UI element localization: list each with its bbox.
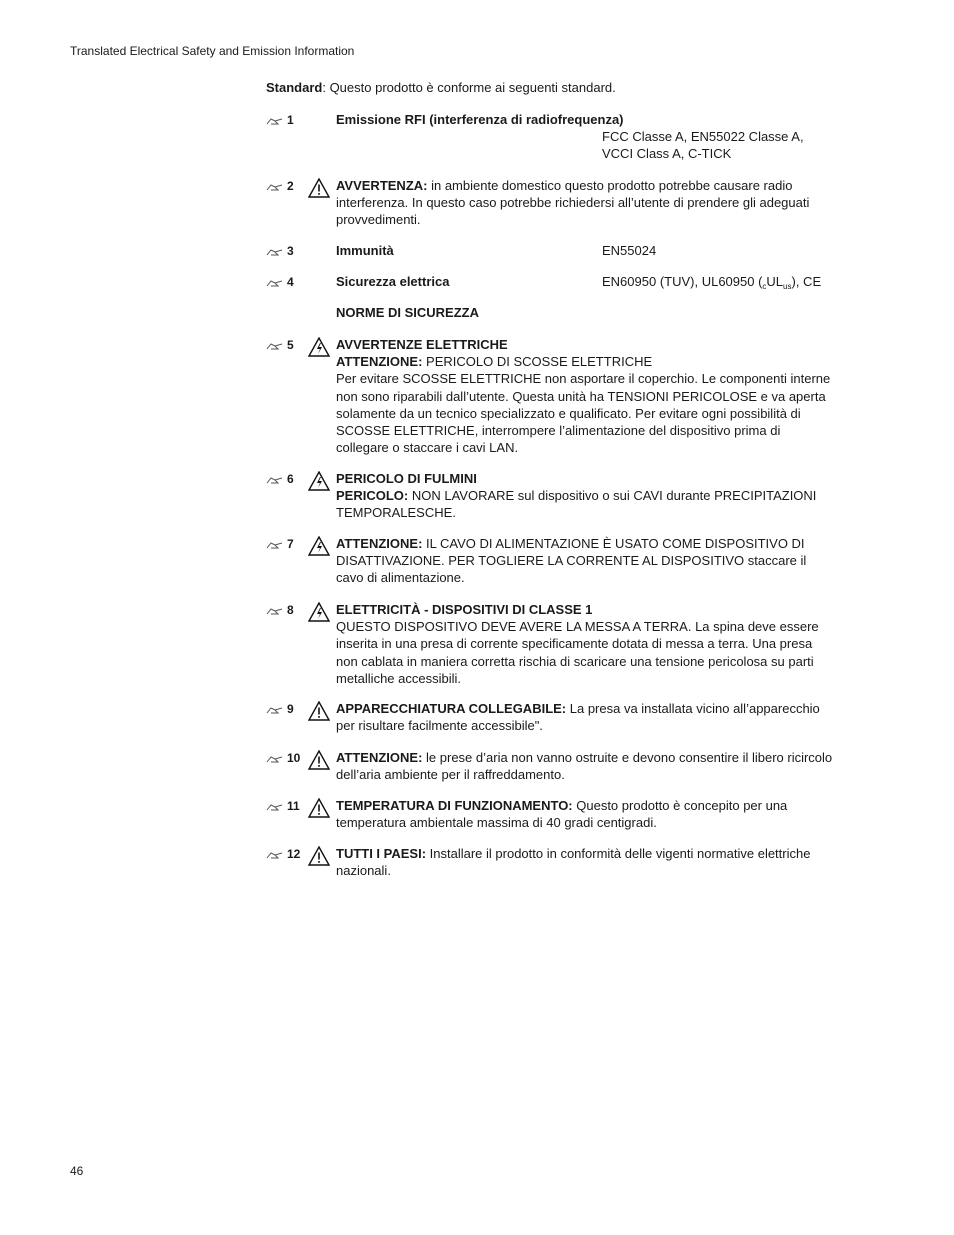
item-title: ATTENZIONE:	[336, 750, 423, 765]
item-subtext: NON LAVORARE sul dispositivo o sui CAVI durante PRECIPITAZIONI TEMPORALESCHE.	[336, 488, 817, 521]
electric-hazard-icon	[308, 602, 330, 622]
pointing-hand-icon	[266, 182, 284, 192]
item-text: QUESTO DISPOSITIVO DEVE AVERE LA MESSA A TERRA. La spina deve essere inserita in una presa di corrente specificamente dotata di messa a terra. Una presa non cablata in maniera corretta rischia di scaricare una tensione pericolosa su parti metalliche accessibili.	[336, 619, 819, 686]
item-title: Sicurezza elettrica	[336, 274, 450, 289]
item-number: 11	[266, 797, 308, 815]
item-1	[266, 111, 836, 162]
electric-hazard-icon	[308, 536, 330, 556]
pointing-hand-icon	[266, 116, 284, 126]
item-number: 1	[266, 111, 308, 129]
item-title: ATTENZIONE:	[336, 536, 423, 551]
pointing-hand-icon	[266, 606, 284, 616]
item-text: Questo prodotto è concepito per una temperatura ambientale massima di 40 gradi centigradi.	[336, 798, 788, 831]
warning-triangle-icon	[308, 701, 330, 721]
item-value-line2: VCCI Class A, C-TICK	[602, 146, 732, 162]
item-number: 12	[266, 845, 308, 863]
item-text: in ambiente domestico questo prodotto potrebbe causare radio interferenza. In questo caso potrebbe richiedersi all’utente di prendere gli adeguati provvedimenti.	[336, 178, 810, 228]
item-title: APPARECCHIATURA COLLEGABILE:	[336, 701, 567, 716]
standard-line	[266, 80, 616, 95]
item-title: TEMPERATURA DI FUNZIONAMENTO:	[336, 798, 573, 813]
item-number: 7	[266, 535, 308, 553]
item-4	[266, 273, 836, 321]
item-title: Immunità	[336, 243, 394, 258]
item-5	[266, 336, 836, 456]
item-number: 5	[266, 336, 308, 354]
warning-triangle-icon	[308, 846, 330, 866]
item-text: Installare il prodotto in conformità delle vigenti normative elettriche nazionali.	[336, 846, 811, 879]
item-title: ELETTRICITÀ - DISPOSITIVI DI CLASSE 1	[336, 602, 593, 617]
item-text: La presa va installata vicino all’apparecchio per risultare facilmente accessibile".	[336, 701, 820, 734]
item-text: IL CAVO DI ALIMENTAZIONE È USATO COME DISPOSITIVO DI DISATTIVAZIONE. PER TOGLIERE LA CORRENTE AL DISPOSITIVO staccare il cavo di alimentazione.	[336, 536, 807, 586]
item-title: AVVERTENZA:	[336, 178, 428, 193]
pointing-hand-icon	[266, 754, 284, 764]
item-number: 4	[266, 273, 308, 291]
pointing-hand-icon	[266, 475, 284, 485]
item-11	[266, 797, 836, 831]
item-number: 3	[266, 242, 308, 260]
pointing-hand-icon	[266, 540, 284, 550]
standard-label: Standard	[266, 80, 323, 95]
pointing-hand-icon	[266, 341, 284, 351]
item-title: Emissione RFI (interferenza di radiofrequenza)	[336, 112, 624, 127]
page-number: 46	[70, 1164, 84, 1178]
item-subtitle: ATTENZIONE:	[336, 354, 423, 370]
item-number: 8	[266, 601, 308, 619]
warning-triangle-icon	[308, 798, 330, 818]
item-value-line1: FCC Classe A, EN55022 Classe A,	[602, 129, 804, 144]
item-number: 2	[266, 177, 308, 195]
item-text: Per evitare SCOSSE ELETTRICHE non asportare il coperchio. Le componenti interne non sono riparabili dall’utente. Questa unità ha TENSIONI PERICOLOSE e va aperta solamente da un tecnico specializzato e qualificato. Per evitare ogni possibilità di SCOSSE ELETTRICHE, interrompere l’alimentazione del dispositivo prima di collegare o staccare i cavi LAN.	[336, 371, 831, 456]
item-2	[266, 177, 836, 229]
warning-triangle-icon	[308, 750, 330, 770]
item-9	[266, 700, 836, 734]
item-title: TUTTI I PAESI:	[336, 846, 427, 861]
item-subtitle: PERICOLO:	[336, 488, 409, 504]
item-number: 9	[266, 700, 308, 718]
item-title: PERICOLO DI FULMINI	[336, 471, 477, 486]
item-12	[266, 845, 836, 879]
item-number: 6	[266, 470, 308, 488]
pointing-hand-icon	[266, 850, 284, 860]
item-value: EN60950 (TUV), UL60950 $(_cUL_{us})$, CE	[602, 274, 822, 291]
electric-hazard-icon	[308, 471, 330, 491]
pointing-hand-icon	[266, 247, 284, 257]
warning-triangle-icon	[308, 178, 330, 198]
item-7	[266, 535, 836, 587]
electric-hazard-icon	[308, 337, 330, 357]
item-10	[266, 749, 836, 783]
item-title: AVVERTENZE ELETTRICHE	[336, 337, 508, 352]
standard-text: : Questo prodotto è conforme ai seguenti standard.	[322, 80, 616, 95]
pointing-hand-icon	[266, 802, 284, 812]
item-subtext: PERICOLO DI SCOSSE ELETTRICHE	[422, 354, 653, 370]
item-6	[266, 470, 836, 522]
pointing-hand-icon	[266, 705, 284, 715]
item-text: le prese d’aria non vanno ostruite e devono consentire il libero ricircolo dell’aria ambiente per il raffreddamento.	[336, 750, 833, 783]
section-heading: NORME DI SICUREZZA	[336, 305, 479, 321]
item-number: 10	[266, 749, 308, 767]
pointing-hand-icon	[266, 278, 284, 288]
item-8	[266, 601, 836, 687]
running-header: Translated Electrical Safety and Emission Information	[70, 44, 355, 58]
item-value: EN55024	[602, 243, 657, 258]
item-3	[266, 242, 836, 259]
